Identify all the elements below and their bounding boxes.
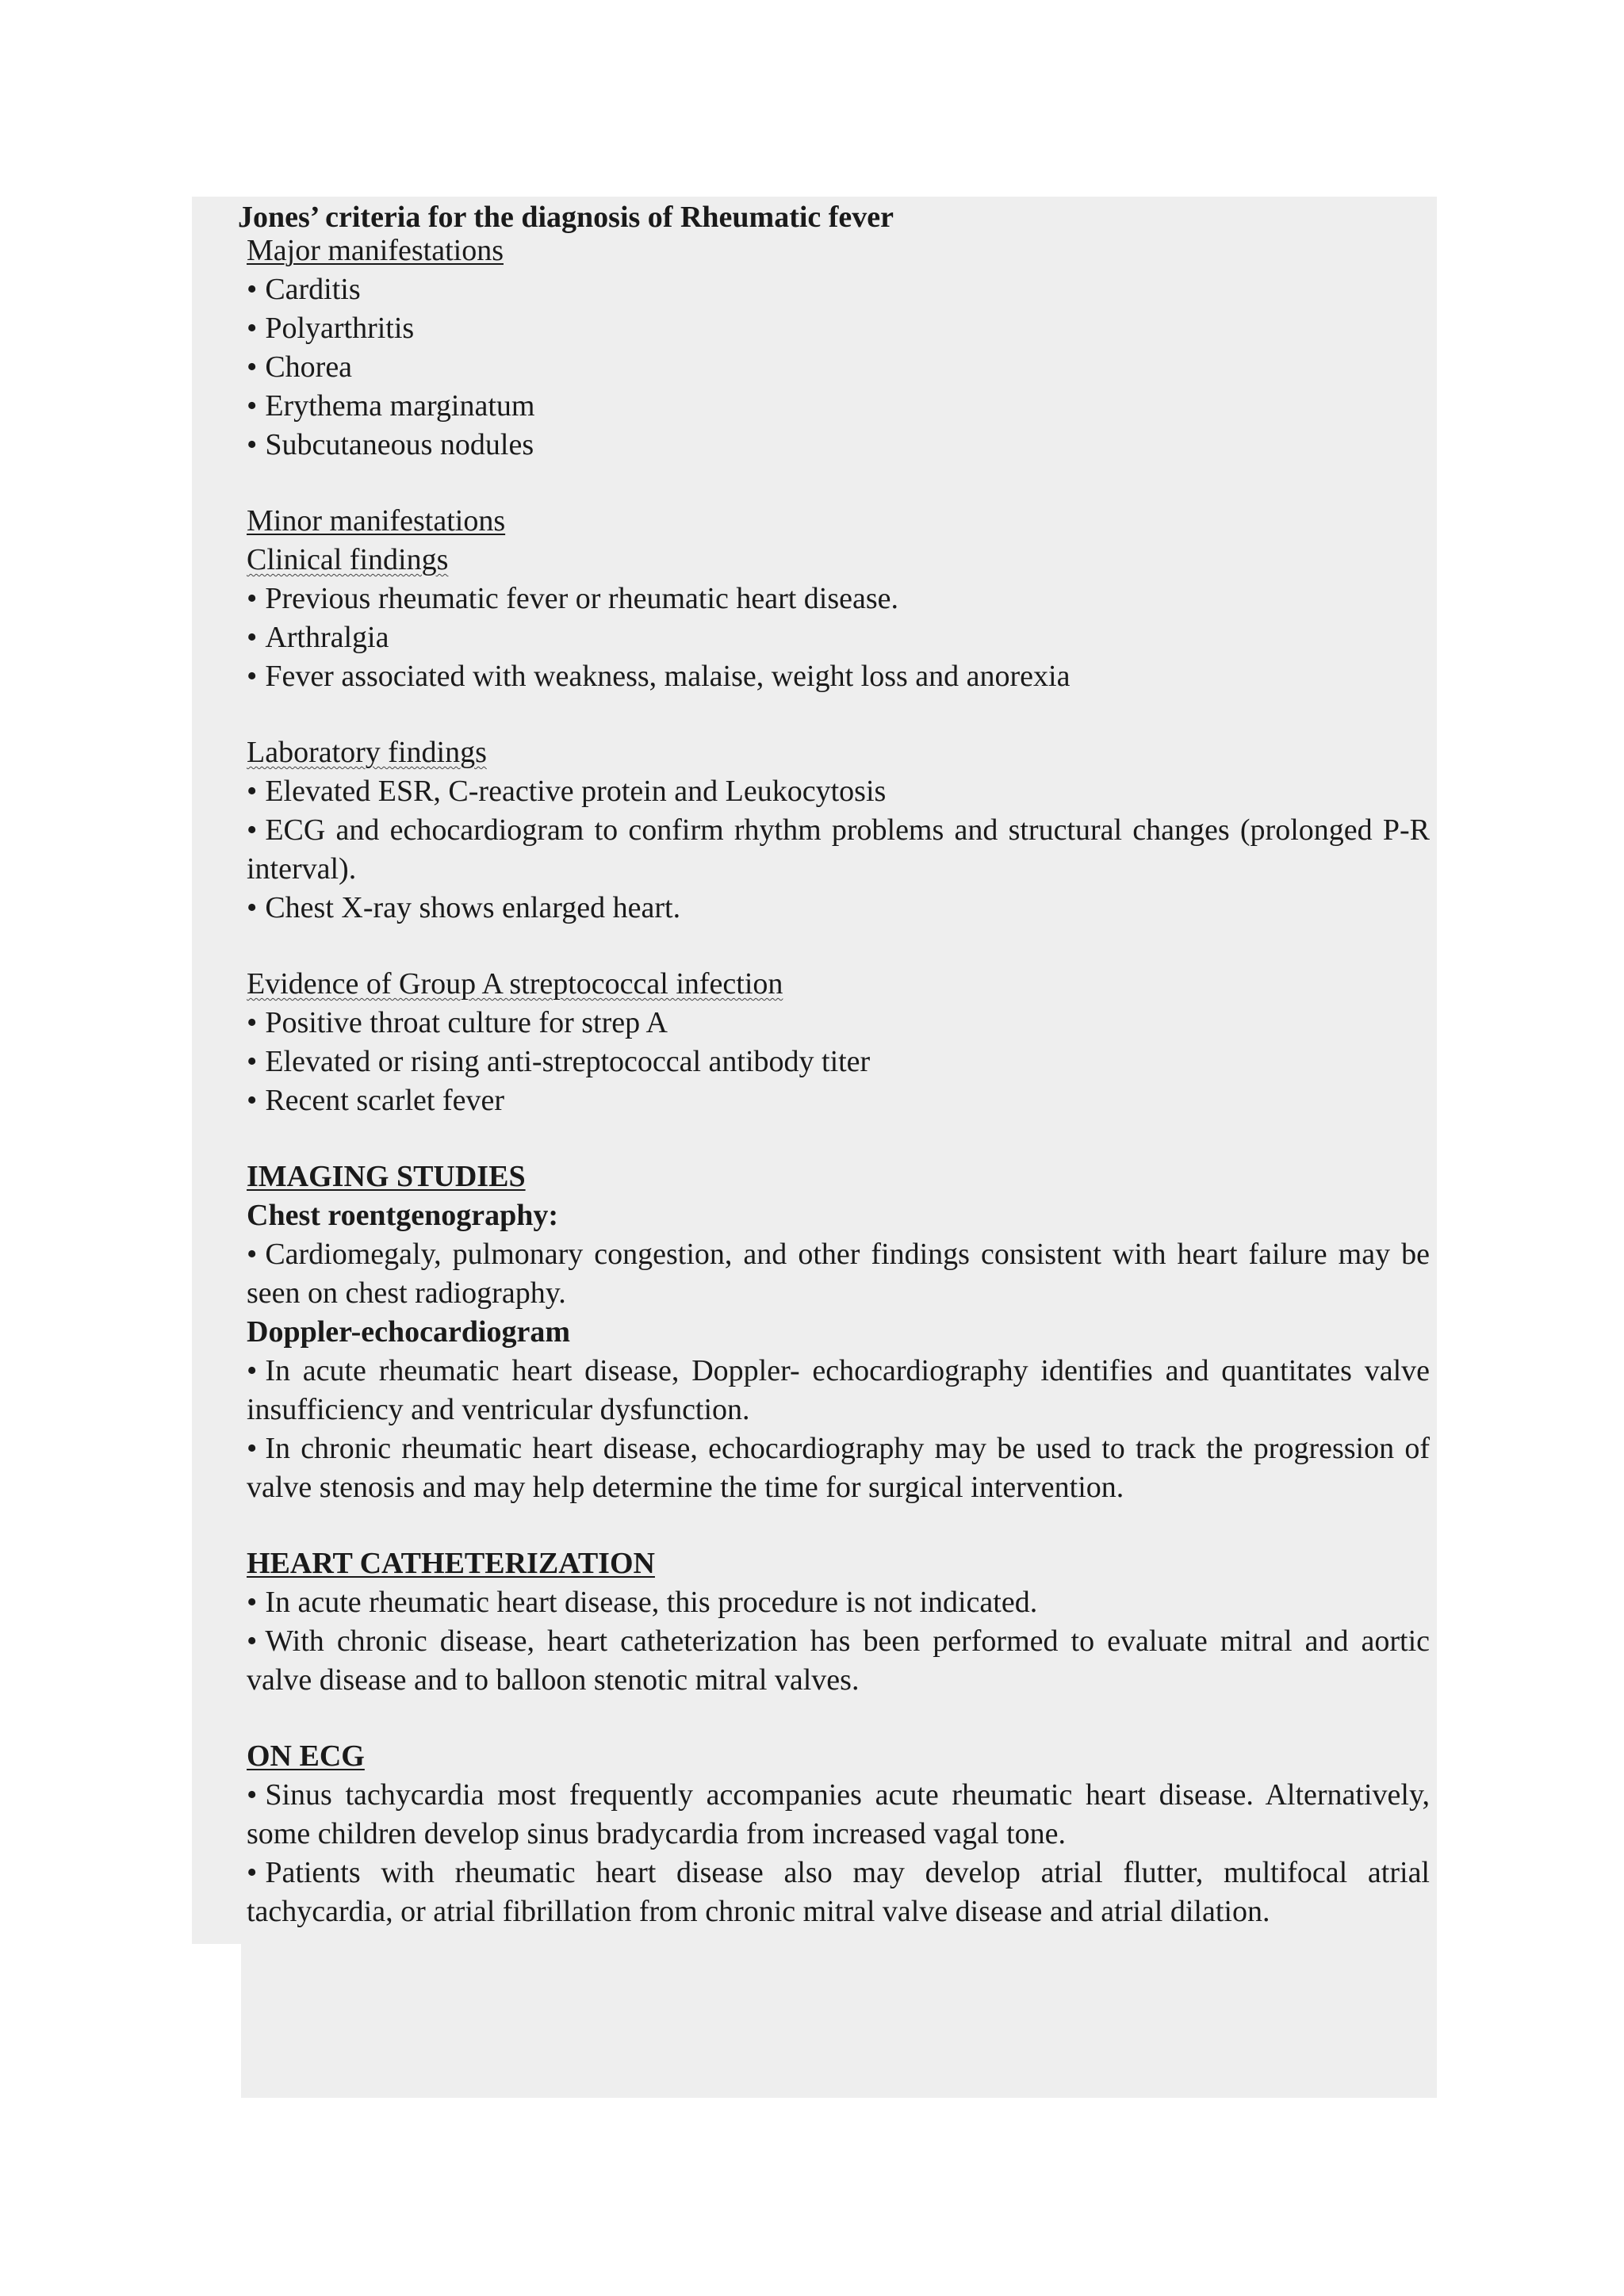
bullet-icon: • (247, 582, 258, 615)
list-item: • Previous rheumatic fever or rheumatic heart disease. (247, 582, 899, 615)
list-item: • Patients with rheumatic heart disease also may develop atrial flutter, multifocal atrial tachycardia, or atrial fibrillation from chronic mitral valve disease and atrial dilation. (247, 1856, 1430, 1928)
bullet-icon: • (247, 660, 258, 693)
bullet-icon: • (247, 1624, 258, 1658)
laboratory-list (247, 772, 1430, 928)
cath-list (247, 1583, 1430, 1700)
list-item: • Polyarthritis (247, 312, 415, 345)
strep-heading: Evidence of Group A streptococcal infection (247, 967, 783, 1001)
document-title: Jones’ criteria for the diagnosis of Rheumatic fever (238, 201, 894, 234)
bullet-icon: • (247, 273, 258, 306)
list-item: • Arthralgia (247, 621, 389, 654)
list-item: • Carditis (247, 273, 361, 306)
bullet-icon: • (247, 621, 258, 654)
list-item: • Chest X-ray shows enlarged heart. (247, 891, 681, 924)
list-item: • In chronic rheumatic heart disease, echocardiography may be used to track the progression of valve stenosis and may help determine the time for surgical intervention. (247, 1432, 1430, 1504)
chest-heading: Chest roentgenography: (247, 1199, 559, 1232)
list-item: • Subcutaneous nodules (247, 428, 534, 461)
list-item: • Erythema marginatum (247, 389, 535, 423)
list-item: • Fever associated with weakness, malaise, weight loss and anorexia (247, 660, 1071, 693)
list-item: • Cardiomegaly, pulmonary congestion, and other findings consistent with heart failure may be seen on chest radiography. (247, 1238, 1430, 1310)
doppler-heading: Doppler-echocardiogram (247, 1315, 571, 1349)
panel-notch (192, 1944, 241, 2098)
major-heading: Major manifestations (247, 234, 504, 267)
clinical-list (247, 580, 1430, 696)
doppler-list (247, 1352, 1430, 1507)
laboratory-heading: Laboratory findings (247, 736, 487, 769)
bullet-icon: • (247, 1778, 258, 1812)
document-body (247, 232, 1430, 1931)
bullet-icon: • (247, 350, 258, 384)
bullet-icon: • (247, 389, 258, 423)
ecg-list (247, 1776, 1430, 1931)
cath-heading: HEART CATHETERIZATION (247, 1547, 655, 1580)
strep-list (247, 1004, 1430, 1120)
bullet-icon: • (247, 1432, 258, 1465)
major-list (247, 270, 1430, 465)
bullet-icon: • (247, 1045, 258, 1078)
bullet-icon: • (247, 1238, 258, 1271)
clinical-heading: Clinical findings (247, 543, 449, 576)
minor-heading: Minor manifestations (247, 504, 506, 538)
bullet-icon: • (247, 1354, 258, 1387)
bullet-icon: • (247, 1084, 258, 1117)
list-item: • Positive throat culture for strep A (247, 1006, 668, 1039)
list-item: • In acute rheumatic heart disease, Doppler- echocardiography identifies and quantitates valve insufficiency and ventricular dysfunction. (247, 1354, 1430, 1426)
bullet-icon: • (247, 1856, 258, 1889)
list-item: • Elevated or rising anti-streptococcal antibody titer (247, 1045, 871, 1078)
list-item: • Elevated ESR, C-reactive protein and Leukocytosis (247, 775, 887, 808)
list-item: • Recent scarlet fever (247, 1084, 505, 1117)
bullet-icon: • (247, 1586, 258, 1619)
bullet-icon: • (247, 1006, 258, 1039)
bullet-icon: • (247, 428, 258, 461)
chest-list (247, 1235, 1430, 1313)
list-item: • Sinus tachycardia most frequently accompanies acute rheumatic heart disease. Alternatively, some children develop sinus bradycardia from increased vagal tone. (247, 1778, 1430, 1850)
bullet-icon: • (247, 312, 258, 345)
bullet-icon: • (247, 891, 258, 924)
list-item: • In acute rheumatic heart disease, this procedure is not indicated. (247, 1586, 1038, 1619)
bullet-icon: • (247, 813, 258, 847)
list-item: • Chorea (247, 350, 353, 384)
list-item: • ECG and echocardiogram to confirm rhythm problems and structural changes (prolonged P-R interval). (247, 813, 1430, 886)
imaging-heading: IMAGING STUDIES (247, 1160, 526, 1193)
list-item: • With chronic disease, heart catheterization has been performed to evaluate mitral and aortic valve disease and to balloon stenotic mitral valves. (247, 1624, 1430, 1697)
bullet-icon: • (247, 775, 258, 808)
ecg-heading: ON ECG (247, 1739, 365, 1773)
